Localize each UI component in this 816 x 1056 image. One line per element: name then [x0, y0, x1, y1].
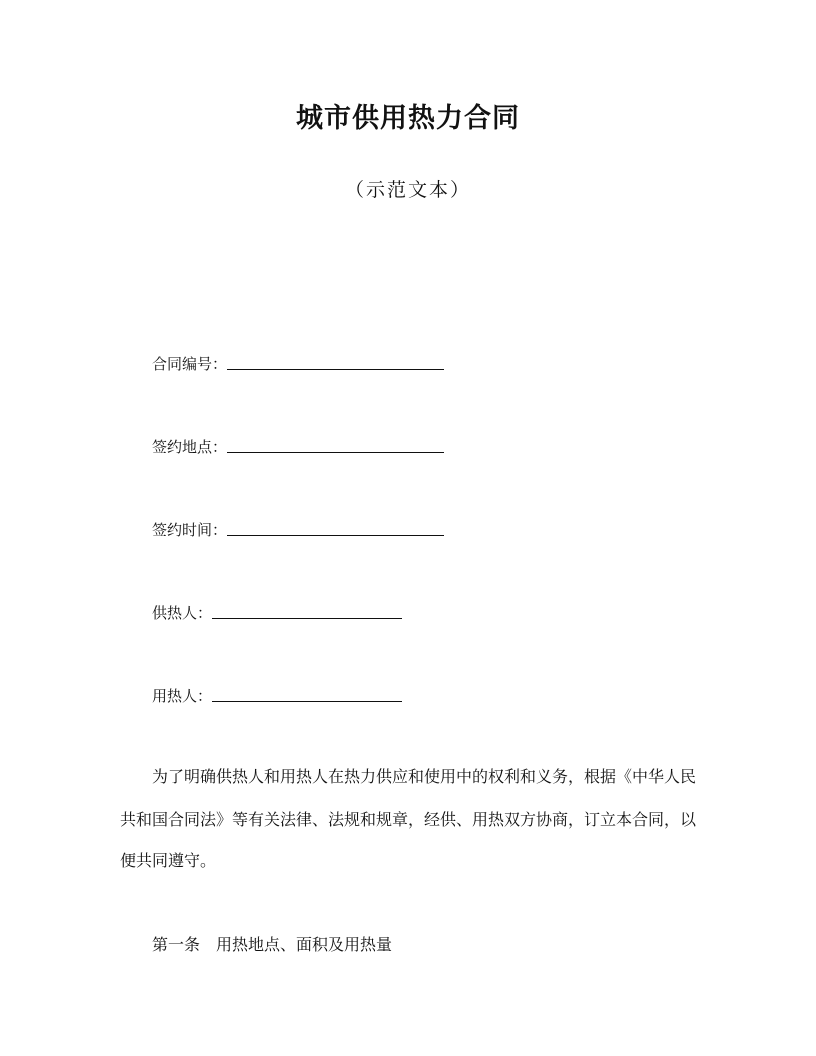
signing-time-blank[interactable] — [227, 517, 444, 536]
document-title: 城市供用热力合同 — [296, 103, 520, 134]
signing-place-blank[interactable] — [227, 434, 444, 453]
preamble-line-1: 为了明确供热人和用热人在热力供应和使用中的权利和义务，根据《中华人民 — [152, 767, 697, 786]
contract-number-field — [152, 350, 444, 374]
heat-supplier-field — [152, 599, 402, 623]
contract-number-blank[interactable] — [227, 351, 444, 370]
signing-time-label: 签约时间： — [152, 521, 228, 539]
article-1-title: 用热地点、面积及用热量 — [216, 935, 393, 954]
heat-user-blank[interactable] — [212, 683, 402, 702]
article-1-number: 第一条 — [152, 935, 201, 954]
contract-number-label: 合同编号： — [152, 355, 228, 373]
article-1-heading — [152, 932, 392, 955]
heat-supplier-label: 供热人： — [152, 604, 213, 622]
heat-user-label: 用热人： — [152, 687, 213, 705]
heat-user-field — [152, 682, 402, 706]
preamble-line-3: 便共同遵守。 — [120, 851, 217, 870]
signing-place-label: 签约地点： — [152, 438, 228, 456]
signing-time-field — [152, 516, 444, 540]
preamble-line-2: 共和国合同法》等有关法律、法规和规章，经供、用热双方协商，订立本合同，以 — [120, 810, 697, 829]
document-subtitle: （示范文本） — [344, 179, 471, 201]
signing-place-field — [152, 433, 444, 457]
heat-supplier-blank[interactable] — [212, 600, 402, 619]
